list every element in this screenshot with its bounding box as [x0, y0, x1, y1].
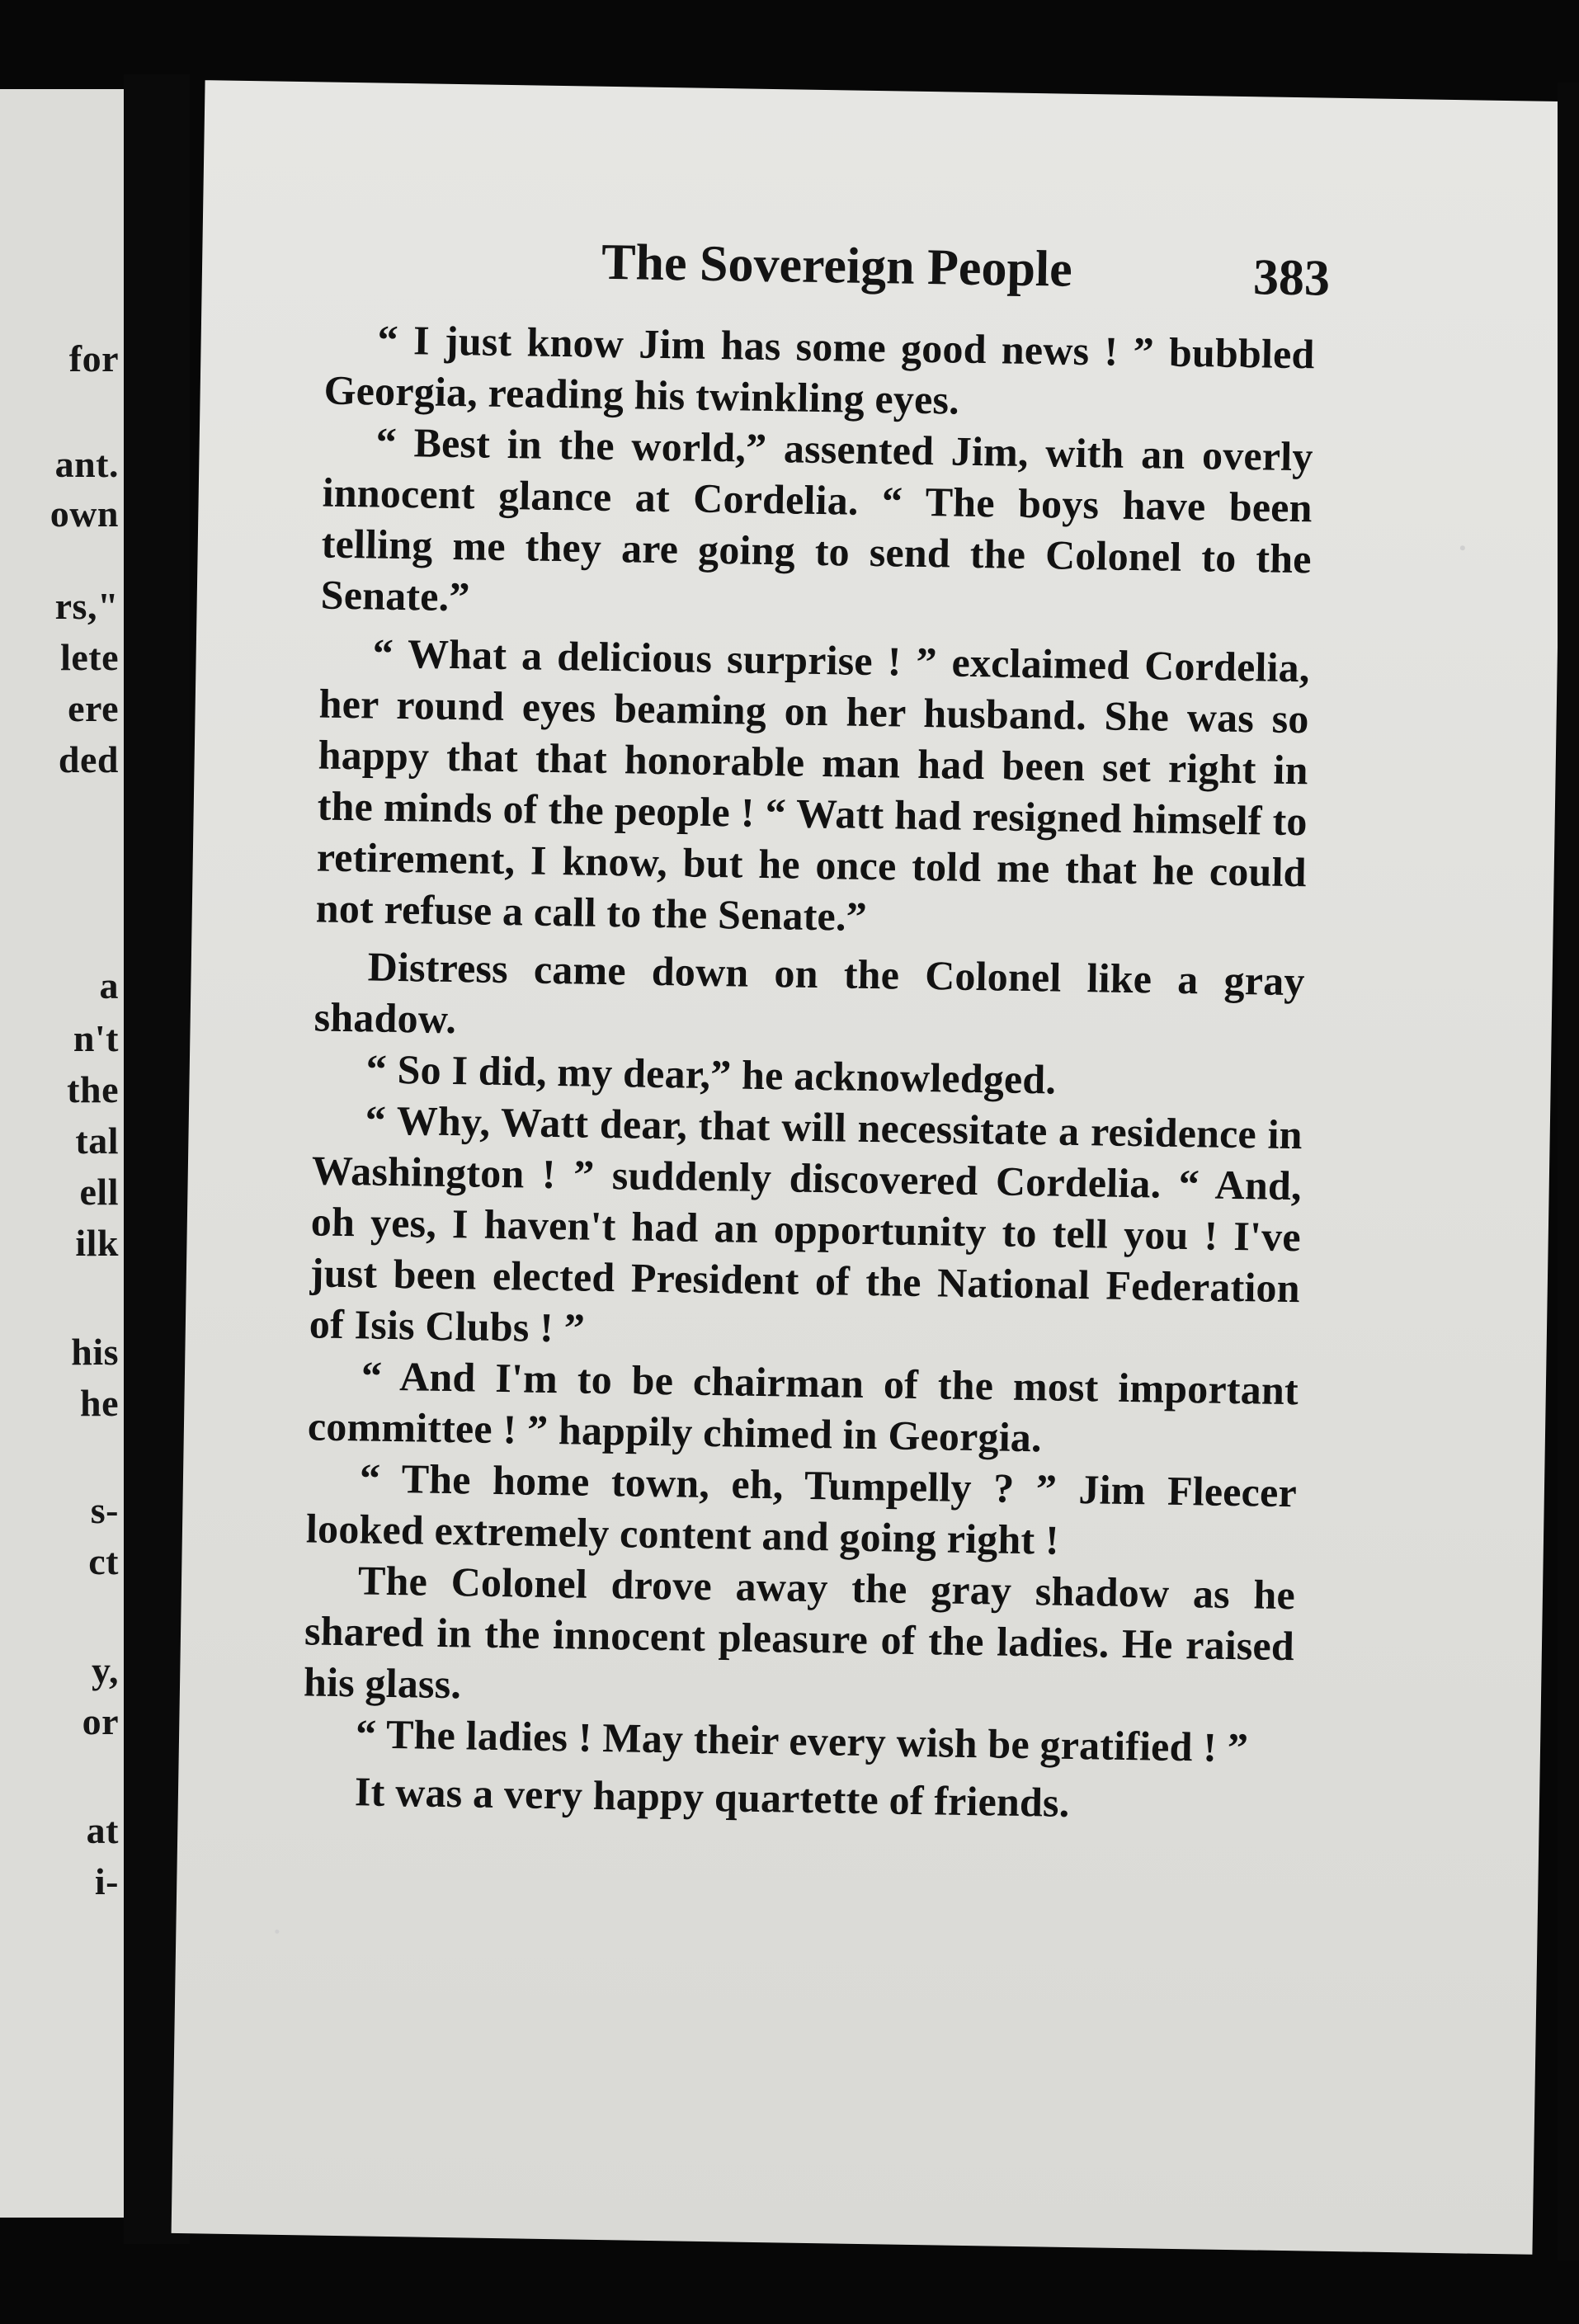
- previous-page-fragment: the: [67, 1068, 119, 1110]
- previous-page-fragment: ere: [68, 687, 119, 729]
- paragraph: “ The home town, eh, Tumpelly ? ” Jim Fleecer looked extremely content and going right !: [305, 1454, 1298, 1563]
- previous-page-fragment: or: [82, 1700, 119, 1742]
- previous-page-sliver: [0, 89, 124, 2218]
- paragraph: Distress came down on the Colonel like a gray shadow.: [313, 943, 1306, 1043]
- previous-page-fragment: tal: [75, 1120, 119, 1162]
- paragraph: “ And I'm to be chairman of the most important committee ! ” happily chimed in Georgia.: [307, 1352, 1299, 1461]
- previous-page-fragment: a: [99, 964, 119, 1006]
- running-head: [202, 227, 1564, 314]
- previous-page-fragment: ell: [79, 1171, 119, 1213]
- previous-page-fragment: his: [71, 1331, 119, 1373]
- body-text: [302, 313, 1315, 1832]
- book-page: [172, 80, 1567, 2255]
- paragraph: It was a very happy quartette of friends.: [354, 1768, 1070, 1826]
- previous-page-fragment: for: [68, 337, 119, 379]
- previous-page-fragment: own: [49, 493, 119, 535]
- previous-page-fragment: s-: [90, 1489, 119, 1531]
- previous-page-fragment: i-: [94, 1860, 119, 1902]
- previous-page-fragment: n't: [73, 1017, 119, 1059]
- previous-page-fragment: rs,": [54, 585, 119, 627]
- previous-page-fragment: ant.: [54, 443, 119, 485]
- paragraph: The Colonel drove away the gray shadow as he shared in the innocent pleasure of the ladies. He raised his glass.: [303, 1557, 1296, 1708]
- previous-page-fragment: he: [80, 1382, 119, 1424]
- film-speck: [275, 1930, 279, 1934]
- film-speck: [1460, 545, 1465, 550]
- previous-page-fragment: lete: [60, 636, 119, 678]
- page-number: 383: [1252, 249, 1331, 307]
- previous-page-fragment: ded: [58, 738, 119, 780]
- previous-page-fragment: y,: [92, 1649, 119, 1691]
- paragraph: “ What a delicious surprise ! ” exclaimed Cordelia, her round eyes beaming on her husband. She was so happy that that honorable man had been set right in the minds of the people ! “ Watt had resigned himself to retirement, I know, but he once told me that he could not refuse a call to the Senate.”: [315, 629, 1311, 940]
- paragraph: “ I just know Jim has some good news ! ” bubbled Georgia, reading his twinkling eyes.: [323, 316, 1315, 423]
- previous-page-fragment: ct: [88, 1540, 119, 1582]
- paragraph: “ So I did, my dear,” he acknowledged.: [365, 1045, 1057, 1103]
- paragraph: “ Why, Watt dear, that will necessitate a residence in Washington ! ” suddenly discovered Cordelia. “ And, oh yes, I haven't had an opportunity to tell you ! I've just been elected President of the National Federation of Isis Clubs ! ”: [309, 1096, 1303, 1351]
- previous-page-fragment: at: [86, 1809, 119, 1851]
- running-head-title: The Sovereign People: [601, 233, 1073, 298]
- film-edge: [1558, 82, 1579, 2260]
- previous-page-fragment: ilk: [75, 1222, 119, 1264]
- paragraph: “ Best in the world,” assented Jim, with an overly innocent glance at Cordelia. “ The boys have been telling me they are going to send the Colonel to the Senate.”: [320, 418, 1314, 620]
- paragraph: “ The ladies ! May their every wish be gratified ! ”: [355, 1710, 1249, 1771]
